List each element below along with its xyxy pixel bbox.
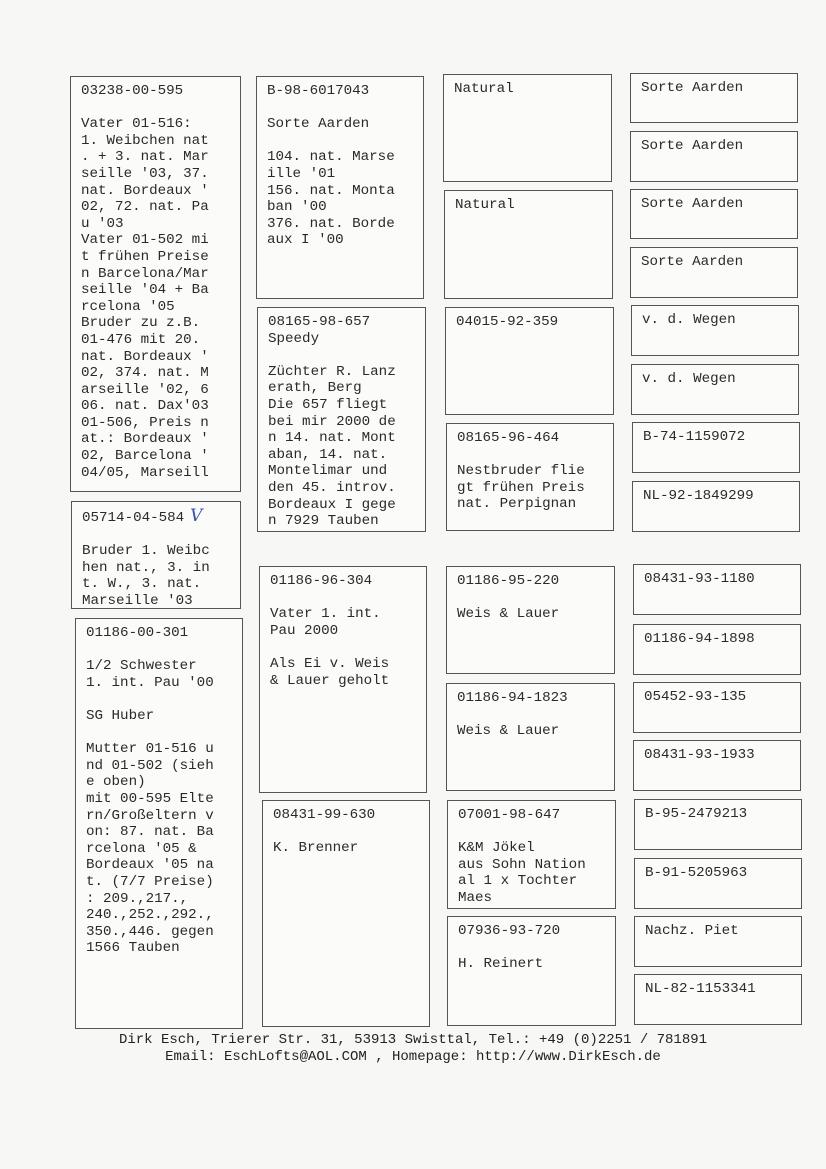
pedigree-box-c9 <box>633 564 801 615</box>
pedigree-box-natural-2 <box>444 190 613 299</box>
pedigree-box-c12 <box>633 740 801 791</box>
pedigree-box-04015-92-359 <box>445 307 614 415</box>
ring-number: Sorte Aarden <box>641 254 744 270</box>
ring-number: 01186-95-220 <box>457 573 560 589</box>
box-text-line: n 7929 Tauben <box>268 513 379 530</box>
box-text-line: Bordeaux '05 na <box>86 857 214 874</box>
box-text-line: Marseille '03 <box>82 592 193 609</box>
line-gap <box>86 642 234 659</box>
ring-number: 01186-94-1823 <box>457 690 568 706</box>
ring-number: Nachz. Piet <box>645 923 739 939</box>
box-text-line: gt frühen Preis <box>457 479 585 496</box>
box-text-line: t frühen Preise <box>81 248 209 265</box>
box-text-line: mit 00-595 Elte <box>86 790 214 807</box>
line-gap <box>457 590 606 607</box>
pedigree-box-c14 <box>634 858 802 909</box>
box-text-line: K&M Jökel <box>458 840 535 857</box>
check-mark: V <box>190 506 203 526</box>
line-gap <box>268 347 417 364</box>
pedigree-box-01186-95-220 <box>446 566 615 674</box>
line-gap <box>267 100 415 117</box>
line-gap <box>273 824 421 841</box>
box-text-line: nat. Perpignan <box>457 496 577 513</box>
box-text-line: Sorte Aarden <box>267 116 370 133</box>
box-text-line: Montelimar und <box>268 463 388 480</box>
pedigree-box-08165-96-464 <box>446 423 614 531</box>
footer-contact-line: Email: EschLofts@AOL.COM , Homepage: http://www.DirkEsch.de <box>165 1049 661 1065</box>
box-text-line: Bordeaux I gege <box>268 496 396 513</box>
box-text-line: aus Sohn Nation <box>458 856 586 873</box>
ring-number: 03238-00-595 <box>81 83 184 99</box>
ring-number: B-95-2479213 <box>645 806 748 822</box>
line-gap <box>86 725 234 742</box>
box-text-line: arseille '02, 6 <box>81 381 209 398</box>
ring-number: 05452-93-135 <box>644 689 747 705</box>
pedigree-box-03238-00-595 <box>70 76 241 492</box>
box-text-line: t. (7/7 Preise) <box>86 873 214 890</box>
box-text-line: 02, 374. nat. M <box>81 365 209 382</box>
pedigree-box-c6 <box>631 364 799 415</box>
pedigree-box-08431-99-630 <box>262 800 430 1027</box>
ring-number: Sorte Aarden <box>641 80 744 96</box>
box-text-line: Bruder 1. Weibc <box>82 543 210 560</box>
pedigree-box-c3 <box>630 189 798 239</box>
box-text-line: Pau 2000 <box>270 622 339 639</box>
ring-number: Sorte Aarden <box>641 196 744 212</box>
ring-number: B-98-6017043 <box>267 83 370 99</box>
pedigree-box-07936-93-720 <box>447 916 616 1026</box>
line-gap <box>86 691 234 708</box>
box-text-line: hen nat., 3. in <box>82 559 210 576</box>
box-text-line: 156. nat. Monta <box>267 182 395 199</box>
box-text-line: bei mir 2000 de <box>268 413 396 430</box>
box-text-line: den 45. introv. <box>268 479 396 496</box>
box-text-line: t. W., 3. nat. <box>82 576 202 593</box>
ring-number: 08165-96-464 <box>457 430 560 446</box>
pedigree-box-05714-04-584 <box>71 501 241 609</box>
ring-number: 08165-98-657 <box>268 314 371 330</box>
pedigree-box-c5 <box>631 305 799 356</box>
box-text-line: n 14. nat. Mont <box>268 430 396 447</box>
pedigree-box-c2 <box>630 131 798 182</box>
box-text-line: 1. int. Pau '00 <box>86 674 214 691</box>
pedigree-box-c13 <box>634 799 802 850</box>
ring-number: 08431-93-1933 <box>644 747 755 763</box>
line-gap <box>270 590 418 607</box>
box-text-line: rcelona '05 & <box>86 840 197 857</box>
pedigree-box-01186-96-304 <box>259 566 427 793</box>
box-text-line: Die 657 fliegt <box>268 396 388 413</box>
box-text-line: al 1 x Tochter <box>458 873 578 890</box>
pedigree-box-natural-1 <box>443 74 612 182</box>
box-text-line: Weis & Lauer <box>457 606 560 623</box>
box-text-line: Nestbruder flie <box>457 463 585 480</box>
box-text-line: 376. nat. Borde <box>267 215 395 232</box>
box-text-line: aux I '00 <box>267 232 344 249</box>
pedigree-box-c15 <box>634 916 802 967</box>
box-text-line: Maes <box>458 889 493 906</box>
footer-address-line: Dirk Esch, Trierer Str. 31, 53913 Swisttal, Tel.: +49 (0)2251 / 781891 <box>118 1032 708 1048</box>
line-gap <box>270 639 418 656</box>
ring-number: 04015-92-359 <box>456 314 559 330</box>
ring-number: 07936-93-720 <box>458 923 561 939</box>
box-text-line: seille '04 + Ba <box>81 282 209 299</box>
box-text-line: 350.,446. gegen <box>86 923 214 940</box>
box-text-line: 06. nat. Dax'03 <box>81 398 209 415</box>
pedigree-box-01186-00-301 <box>75 618 243 1029</box>
box-text-line: aban, 14. nat. <box>268 446 388 463</box>
ring-number: 01186-96-304 <box>270 573 373 589</box>
ring-number: Sorte Aarden <box>641 138 744 154</box>
box-text-line: Als Ei v. Weis <box>270 655 390 672</box>
pedigree-box-07001-98-647 <box>447 800 616 909</box>
box-text-line: 04/05, Marseill <box>81 464 209 481</box>
box-text-line: at.: Bordeaux ' <box>81 431 209 448</box>
box-text-line: e oben) <box>86 774 146 791</box>
ring-number: Natural <box>455 197 515 213</box>
box-text-line: Züchter R. Lanz <box>268 363 396 380</box>
box-text-line: seille '03, 37. <box>81 165 209 182</box>
box-text-line: 240.,252.,292., <box>86 907 214 924</box>
box-text-line: 1/2 Schwester <box>86 658 197 675</box>
ring-number: NL-82-1153341 <box>645 981 756 997</box>
pedigree-box-c7 <box>632 422 800 473</box>
line-gap <box>267 133 415 150</box>
box-text-line: n Barcelona/Mar <box>81 265 209 282</box>
line-gap <box>457 447 605 464</box>
pedigree-box-c16 <box>634 974 802 1025</box>
line-gap <box>457 707 606 724</box>
box-text-line: ban '00 <box>267 199 327 216</box>
box-text-line: Speedy <box>268 330 320 347</box>
box-text-line: nd 01-502 (sieh <box>86 757 214 774</box>
box-text-line: on: 87. nat. Ba <box>86 824 214 841</box>
ring-number: 01186-94-1898 <box>644 631 755 647</box>
box-text-line: & Lauer geholt <box>270 672 390 689</box>
box-text-line: 01-506, Preis n <box>81 414 209 431</box>
box-text-line: Mutter 01-516 u <box>86 741 214 758</box>
box-text-line: rn/Großeltern v <box>86 807 214 824</box>
ring-number: 05714-04-584 V <box>82 506 203 526</box>
box-text-line: erath, Berg <box>268 380 362 397</box>
pedigree-box-c10 <box>633 624 801 675</box>
box-text-line: Bruder zu z.B. <box>81 315 201 332</box>
ring-number: 07001-98-647 <box>458 807 561 823</box>
line-gap <box>81 100 232 117</box>
box-text-line: Vater 01-502 mi <box>81 232 209 249</box>
pedigree-box-c11 <box>633 682 801 733</box>
box-text-line: 1566 Tauben <box>86 940 180 957</box>
box-text-line: Vater 01-516: <box>81 116 192 133</box>
box-text-line: . + 3. nat. Mar <box>81 149 209 166</box>
box-text-line: ille '01 <box>267 165 336 182</box>
pedigree-box-b-98-6017043 <box>256 76 424 299</box>
box-text-line: SG Huber <box>86 707 155 724</box>
ring-number: v. d. Wegen <box>642 371 736 387</box>
line-gap <box>458 824 607 841</box>
box-text-line: Weis & Lauer <box>457 723 560 740</box>
box-text-line: 1. Weibchen nat <box>81 132 209 149</box>
box-text-line: Vater 1. int. <box>270 606 381 623</box>
box-text-line: 104. nat. Marse <box>267 149 395 166</box>
ring-number: Natural <box>454 81 514 97</box>
box-text-line: u '03 <box>81 215 124 232</box>
pedigree-box-08165-98-657 <box>257 307 426 532</box>
ring-number: 08431-99-630 <box>273 807 376 823</box>
ring-number: 01186-00-301 <box>86 625 189 641</box>
box-text-line: 02, 72. nat. Pa <box>81 199 209 216</box>
box-text-line: rcelona '05 <box>81 298 175 315</box>
box-text-line: K. Brenner <box>273 840 359 857</box>
line-gap <box>458 940 607 957</box>
box-text-line: nat. Bordeaux ' <box>81 182 209 199</box>
pedigree-box-c8 <box>632 481 800 532</box>
ring-number: NL-92-1849299 <box>643 488 754 504</box>
box-text-line: 02, Barcelona ' <box>81 448 209 465</box>
pedigree-box-c4 <box>630 247 798 298</box>
box-text-line: H. Reinert <box>458 956 544 973</box>
ring-number: B-91-5205963 <box>645 865 748 881</box>
ring-number: v. d. Wegen <box>642 312 736 328</box>
pedigree-box-01186-94-1823 <box>446 683 615 791</box>
box-text-line: 01-476 mit 20. <box>81 331 201 348</box>
box-text-line: nat. Bordeaux ' <box>81 348 209 365</box>
pedigree-box-c1 <box>630 73 798 123</box>
ring-number: B-74-1159072 <box>643 429 746 445</box>
box-text-line: : 209.,217., <box>86 890 189 907</box>
line-gap <box>82 527 232 544</box>
ring-number: 08431-93-1180 <box>644 571 755 587</box>
